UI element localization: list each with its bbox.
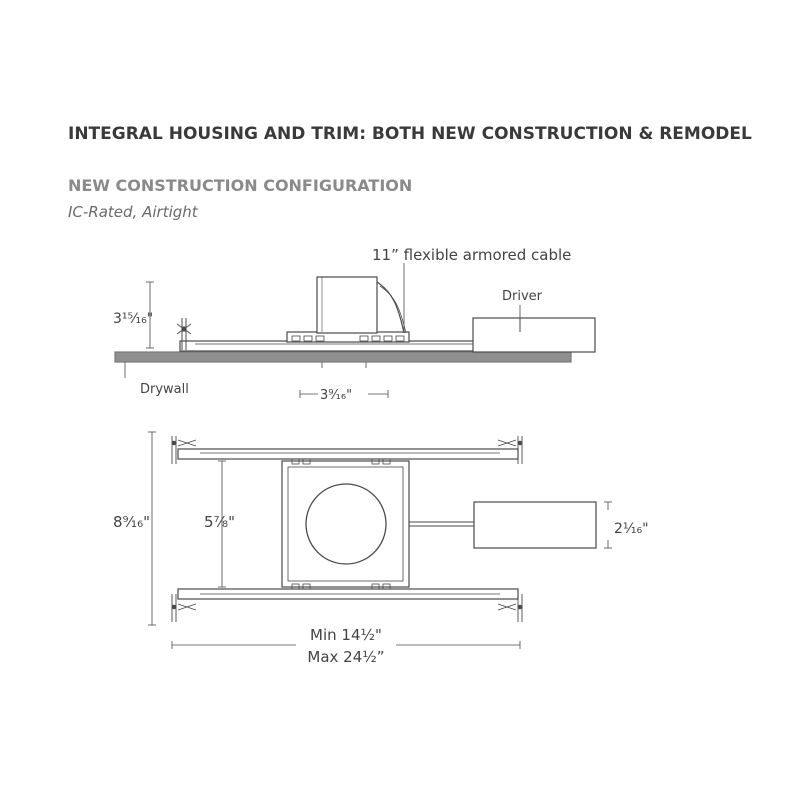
cable-label: 11” flexible armored cable xyxy=(372,246,572,264)
driver-height-dimension-line xyxy=(604,502,612,548)
housing-depth-dimension: 5⁷⁄₈" xyxy=(204,513,235,531)
driver-label: Driver xyxy=(502,289,543,304)
top-view xyxy=(148,432,612,649)
width-min-dimension: Min 14½" xyxy=(310,626,382,644)
aperture-circle xyxy=(306,484,386,564)
rating-note: IC-Rated, Airtight xyxy=(68,203,198,221)
armored-cable xyxy=(377,282,404,333)
section-title: NEW CONSTRUCTION CONFIGURATION xyxy=(68,176,413,195)
driver-box-side xyxy=(473,318,595,352)
top-rail xyxy=(178,449,518,459)
junction-box xyxy=(317,277,377,333)
drywall xyxy=(115,352,571,362)
width-max-dimension: Max 24½” xyxy=(307,648,385,666)
aperture-dimension: 3⁹⁄₁₆" xyxy=(320,388,353,403)
drywall-label: Drywall xyxy=(140,382,189,397)
overall-depth-dimension: 8⁹⁄₁₆" xyxy=(113,513,150,531)
page-title: INTEGRAL HOUSING AND TRIM: BOTH NEW CONSTRUCTION & REMODEL xyxy=(68,124,752,144)
height-dimension: 3¹⁵⁄₁₆" xyxy=(113,311,154,327)
driver-box-top xyxy=(474,502,596,548)
driver-height-dimension: 2¹⁄₁₆" xyxy=(614,521,649,537)
